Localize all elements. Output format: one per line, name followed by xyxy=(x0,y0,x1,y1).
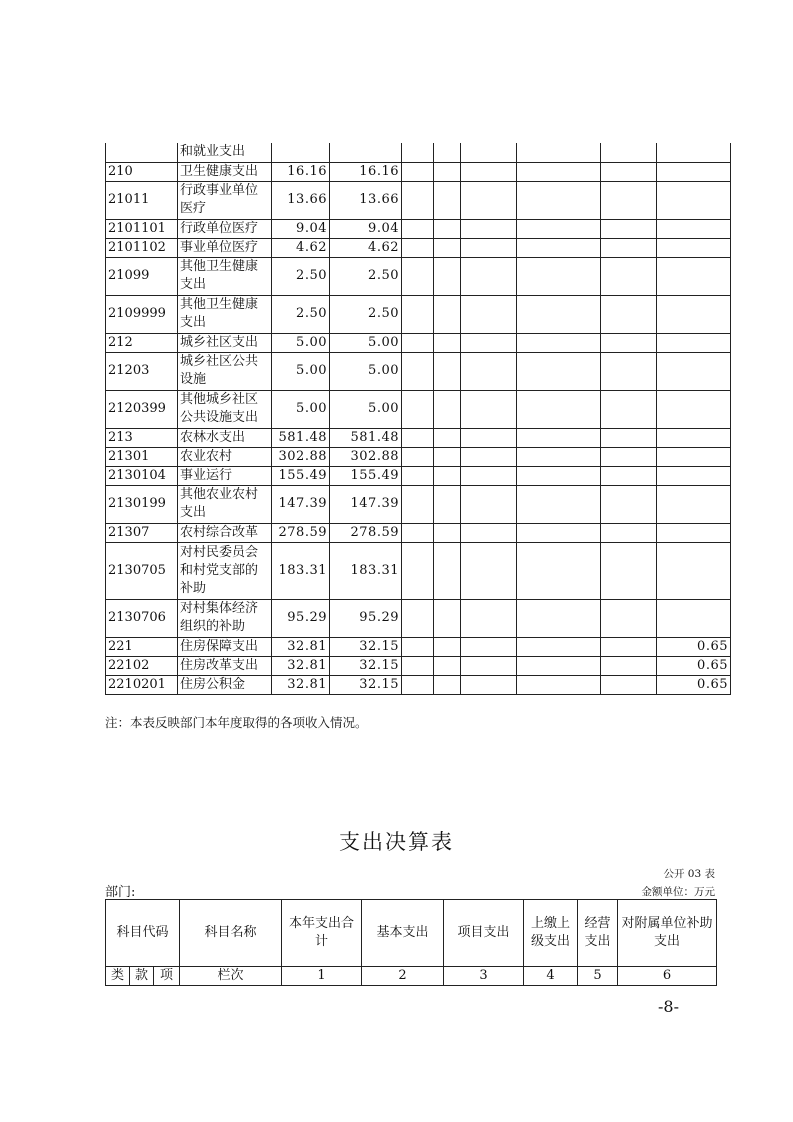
row-total: 5.00 xyxy=(272,352,330,390)
subheader-lei: 类 xyxy=(106,967,130,986)
row-code: 2130104 xyxy=(106,466,178,485)
row-col6 xyxy=(657,162,731,181)
row-empty xyxy=(517,656,601,675)
row-empty xyxy=(434,447,461,466)
row-name: 其他城乡社区公共设施支出 xyxy=(178,390,272,428)
row-empty xyxy=(434,675,461,694)
row-empty xyxy=(402,162,434,181)
row-empty xyxy=(601,162,657,181)
row-empty xyxy=(601,352,657,390)
row-col6 xyxy=(657,238,731,257)
table-row xyxy=(106,257,731,295)
table-row xyxy=(106,656,731,675)
row-empty xyxy=(517,599,601,637)
row-empty xyxy=(434,181,461,219)
table-row xyxy=(106,219,731,238)
row-empty xyxy=(402,447,434,466)
row-fiscal xyxy=(330,143,402,162)
row-fiscal: 147.39 xyxy=(330,485,402,523)
row-col6 xyxy=(657,523,731,542)
row-empty xyxy=(601,333,657,352)
row-total xyxy=(272,143,330,162)
row-empty xyxy=(601,238,657,257)
row-name: 对村集体经济组织的补助 xyxy=(178,599,272,637)
row-empty xyxy=(601,428,657,447)
row-total: 183.31 xyxy=(272,542,330,599)
row-empty xyxy=(402,523,434,542)
row-col6: 0.65 xyxy=(657,637,731,656)
row-code: 2130705 xyxy=(106,542,178,599)
row-fiscal: 9.04 xyxy=(330,219,402,238)
row-code: 22102 xyxy=(106,656,178,675)
row-empty xyxy=(402,333,434,352)
row-empty xyxy=(517,143,601,162)
table-row xyxy=(106,599,731,637)
row-col6 xyxy=(657,333,731,352)
row-name: 和就业支出 xyxy=(178,143,272,162)
row-name: 农业农村 xyxy=(178,447,272,466)
row-empty xyxy=(434,295,461,333)
row-empty xyxy=(461,428,517,447)
row-empty xyxy=(402,257,434,295)
row-name: 行政单位医疗 xyxy=(178,219,272,238)
row-empty xyxy=(402,637,434,656)
row-col6 xyxy=(657,466,731,485)
row-empty xyxy=(434,143,461,162)
row-empty xyxy=(517,428,601,447)
row-empty xyxy=(434,333,461,352)
row-empty xyxy=(461,257,517,295)
row-empty xyxy=(402,485,434,523)
row-empty xyxy=(601,599,657,637)
header-code: 科目代码 xyxy=(106,900,180,967)
table-row xyxy=(106,238,731,257)
row-fiscal: 32.15 xyxy=(330,637,402,656)
row-code: 210 xyxy=(106,162,178,181)
row-empty xyxy=(461,390,517,428)
row-empty xyxy=(461,542,517,599)
table-row xyxy=(106,162,731,181)
row-empty xyxy=(601,181,657,219)
row-name: 事业运行 xyxy=(178,466,272,485)
row-total: 95.29 xyxy=(272,599,330,637)
row-col6 xyxy=(657,542,731,599)
page-number: -8- xyxy=(658,997,679,1016)
table-row xyxy=(106,352,731,390)
row-empty xyxy=(434,637,461,656)
header-basic: 基本支出 xyxy=(362,900,444,967)
row-empty xyxy=(461,143,517,162)
row-code: 21011 xyxy=(106,181,178,219)
subheader-c1: 1 xyxy=(282,967,362,986)
row-col6 xyxy=(657,390,731,428)
row-fiscal: 302.88 xyxy=(330,447,402,466)
table-row xyxy=(106,447,731,466)
row-col6 xyxy=(657,181,731,219)
row-empty xyxy=(461,675,517,694)
row-empty xyxy=(461,599,517,637)
row-empty xyxy=(517,637,601,656)
row-name: 城乡社区支出 xyxy=(178,333,272,352)
row-empty xyxy=(461,181,517,219)
row-empty xyxy=(402,352,434,390)
row-empty xyxy=(434,238,461,257)
row-empty xyxy=(461,333,517,352)
row-empty xyxy=(601,390,657,428)
row-name: 其他卫生健康支出 xyxy=(178,257,272,295)
header-name: 科目名称 xyxy=(180,900,282,967)
row-total: 9.04 xyxy=(272,219,330,238)
row-name: 农村综合改革 xyxy=(178,523,272,542)
row-name: 行政事业单位医疗 xyxy=(178,181,272,219)
row-empty xyxy=(601,143,657,162)
row-empty xyxy=(434,542,461,599)
row-empty xyxy=(517,257,601,295)
row-col6 xyxy=(657,295,731,333)
header-upper: 上缴上级支出 xyxy=(524,900,578,967)
row-code: 2130199 xyxy=(106,485,178,523)
row-total: 13.66 xyxy=(272,181,330,219)
row-name: 城乡社区公共设施 xyxy=(178,352,272,390)
row-code: 2101101 xyxy=(106,219,178,238)
row-empty xyxy=(434,390,461,428)
row-empty xyxy=(461,523,517,542)
row-empty xyxy=(434,466,461,485)
row-name: 对村民委员会和村党支部的补助 xyxy=(178,542,272,599)
row-empty xyxy=(517,295,601,333)
row-code: 221 xyxy=(106,637,178,656)
row-empty xyxy=(434,219,461,238)
row-total: 2.50 xyxy=(272,295,330,333)
row-total: 16.16 xyxy=(272,162,330,181)
income-table-body xyxy=(106,143,731,694)
row-name: 事业单位医疗 xyxy=(178,238,272,257)
table-row xyxy=(106,295,731,333)
row-name: 其他农业农村支出 xyxy=(178,485,272,523)
row-empty xyxy=(402,143,434,162)
subheader-c4: 4 xyxy=(524,967,578,986)
row-empty xyxy=(517,675,601,694)
header-project: 项目支出 xyxy=(444,900,524,967)
row-fiscal: 5.00 xyxy=(330,352,402,390)
row-empty xyxy=(517,523,601,542)
row-empty xyxy=(601,656,657,675)
table-row xyxy=(106,542,731,599)
row-fiscal: 5.00 xyxy=(330,390,402,428)
subheader-xiang: 项 xyxy=(154,967,180,986)
row-col6 xyxy=(657,428,731,447)
row-code: 21301 xyxy=(106,447,178,466)
row-col6 xyxy=(657,352,731,390)
row-fiscal: 2.50 xyxy=(330,295,402,333)
table-row xyxy=(106,466,731,485)
row-fiscal: 581.48 xyxy=(330,428,402,447)
row-empty xyxy=(461,295,517,333)
row-fiscal: 4.62 xyxy=(330,238,402,257)
subheader-c5: 5 xyxy=(578,967,618,986)
table-row xyxy=(106,675,731,694)
row-total: 5.00 xyxy=(272,333,330,352)
subheader-c2: 2 xyxy=(362,967,444,986)
row-name: 其他卫生健康支出 xyxy=(178,295,272,333)
expenditure-table xyxy=(105,899,717,986)
row-empty xyxy=(517,238,601,257)
row-empty xyxy=(517,219,601,238)
row-col6 xyxy=(657,219,731,238)
row-code: 2120399 xyxy=(106,390,178,428)
subheader-c6: 6 xyxy=(618,967,717,986)
row-empty xyxy=(517,485,601,523)
row-empty xyxy=(517,181,601,219)
row-empty xyxy=(434,523,461,542)
row-empty xyxy=(601,257,657,295)
row-name: 农林水支出 xyxy=(178,428,272,447)
row-empty xyxy=(402,181,434,219)
table-row xyxy=(106,390,731,428)
row-empty xyxy=(461,637,517,656)
row-fiscal: 2.50 xyxy=(330,257,402,295)
row-total: 32.81 xyxy=(272,656,330,675)
row-fiscal: 32.15 xyxy=(330,656,402,675)
row-empty xyxy=(461,466,517,485)
header-total: 本年支出合计 xyxy=(282,900,362,967)
row-total: 155.49 xyxy=(272,466,330,485)
row-fiscal: 32.15 xyxy=(330,675,402,694)
table-row xyxy=(106,485,731,523)
row-col6 xyxy=(657,257,731,295)
expenditure-header-row xyxy=(106,900,717,967)
expenditure-title: 支出决算表 xyxy=(339,830,454,854)
table-row xyxy=(106,181,731,219)
department-label: 部门: xyxy=(105,885,136,900)
table-row xyxy=(106,428,731,447)
row-name: 住房公积金 xyxy=(178,675,272,694)
row-code: 212 xyxy=(106,333,178,352)
row-empty xyxy=(601,485,657,523)
row-name: 住房保障支出 xyxy=(178,637,272,656)
row-empty xyxy=(601,466,657,485)
row-empty xyxy=(517,542,601,599)
table-row xyxy=(106,333,731,352)
row-empty xyxy=(402,238,434,257)
row-empty xyxy=(601,447,657,466)
row-empty xyxy=(434,656,461,675)
row-name: 住房改革支出 xyxy=(178,656,272,675)
row-empty xyxy=(461,485,517,523)
row-empty xyxy=(434,485,461,523)
row-empty xyxy=(402,542,434,599)
row-empty xyxy=(402,656,434,675)
row-empty xyxy=(461,656,517,675)
row-empty xyxy=(402,295,434,333)
row-fiscal: 155.49 xyxy=(330,466,402,485)
row-total: 32.81 xyxy=(272,637,330,656)
row-total: 581.48 xyxy=(272,428,330,447)
row-empty xyxy=(461,447,517,466)
row-empty xyxy=(601,219,657,238)
row-empty xyxy=(402,390,434,428)
row-empty xyxy=(517,390,601,428)
row-empty xyxy=(601,675,657,694)
row-empty xyxy=(517,333,601,352)
row-empty xyxy=(434,428,461,447)
row-empty xyxy=(402,599,434,637)
row-empty xyxy=(402,675,434,694)
row-name: 卫生健康支出 xyxy=(178,162,272,181)
table-row xyxy=(106,637,731,656)
row-empty xyxy=(517,466,601,485)
row-code: 2109999 xyxy=(106,295,178,333)
row-code: 21203 xyxy=(106,352,178,390)
row-empty xyxy=(461,352,517,390)
row-empty xyxy=(601,542,657,599)
row-code: 2101102 xyxy=(106,238,178,257)
row-total: 5.00 xyxy=(272,390,330,428)
row-col6 xyxy=(657,485,731,523)
row-empty xyxy=(461,238,517,257)
subheader-lanci: 栏次 xyxy=(180,967,282,986)
row-empty xyxy=(434,599,461,637)
row-empty xyxy=(434,352,461,390)
row-empty xyxy=(601,637,657,656)
row-col6 xyxy=(657,599,731,637)
expenditure-subheader-row xyxy=(106,967,717,986)
row-empty xyxy=(402,428,434,447)
header-subsidy: 对附属单位补助支出 xyxy=(618,900,717,967)
row-fiscal: 95.29 xyxy=(330,599,402,637)
table-row xyxy=(106,143,731,162)
amount-unit-label: 金额单位：万元 xyxy=(641,886,715,898)
row-col6: 0.65 xyxy=(657,675,731,694)
row-code xyxy=(106,143,178,162)
form-number: 公开 03 表 xyxy=(663,868,715,880)
row-total: 4.62 xyxy=(272,238,330,257)
subheader-c3: 3 xyxy=(444,967,524,986)
row-empty xyxy=(517,352,601,390)
row-col6: 0.65 xyxy=(657,656,731,675)
row-empty xyxy=(517,162,601,181)
table-row xyxy=(106,523,731,542)
row-col6 xyxy=(657,143,731,162)
row-fiscal: 5.00 xyxy=(330,333,402,352)
row-fiscal: 278.59 xyxy=(330,523,402,542)
row-empty xyxy=(601,295,657,333)
row-code: 21307 xyxy=(106,523,178,542)
row-empty xyxy=(434,257,461,295)
table-note: 注：本表反映部门本年度取得的各项收入情况。 xyxy=(105,715,368,730)
row-code: 213 xyxy=(106,428,178,447)
row-code: 2210201 xyxy=(106,675,178,694)
row-code: 2130706 xyxy=(106,599,178,637)
row-col6 xyxy=(657,447,731,466)
income-table xyxy=(105,143,731,695)
row-total: 278.59 xyxy=(272,523,330,542)
row-total: 147.39 xyxy=(272,485,330,523)
row-empty xyxy=(601,523,657,542)
row-empty xyxy=(434,162,461,181)
row-fiscal: 16.16 xyxy=(330,162,402,181)
row-empty xyxy=(461,219,517,238)
row-empty xyxy=(517,447,601,466)
row-fiscal: 183.31 xyxy=(330,542,402,599)
row-total: 32.81 xyxy=(272,675,330,694)
row-fiscal: 13.66 xyxy=(330,181,402,219)
row-total: 302.88 xyxy=(272,447,330,466)
subheader-kuan: 款 xyxy=(130,967,154,986)
header-operating: 经营支出 xyxy=(578,900,618,967)
row-empty xyxy=(402,466,434,485)
row-empty xyxy=(402,219,434,238)
row-total: 2.50 xyxy=(272,257,330,295)
row-code: 21099 xyxy=(106,257,178,295)
row-empty xyxy=(461,162,517,181)
